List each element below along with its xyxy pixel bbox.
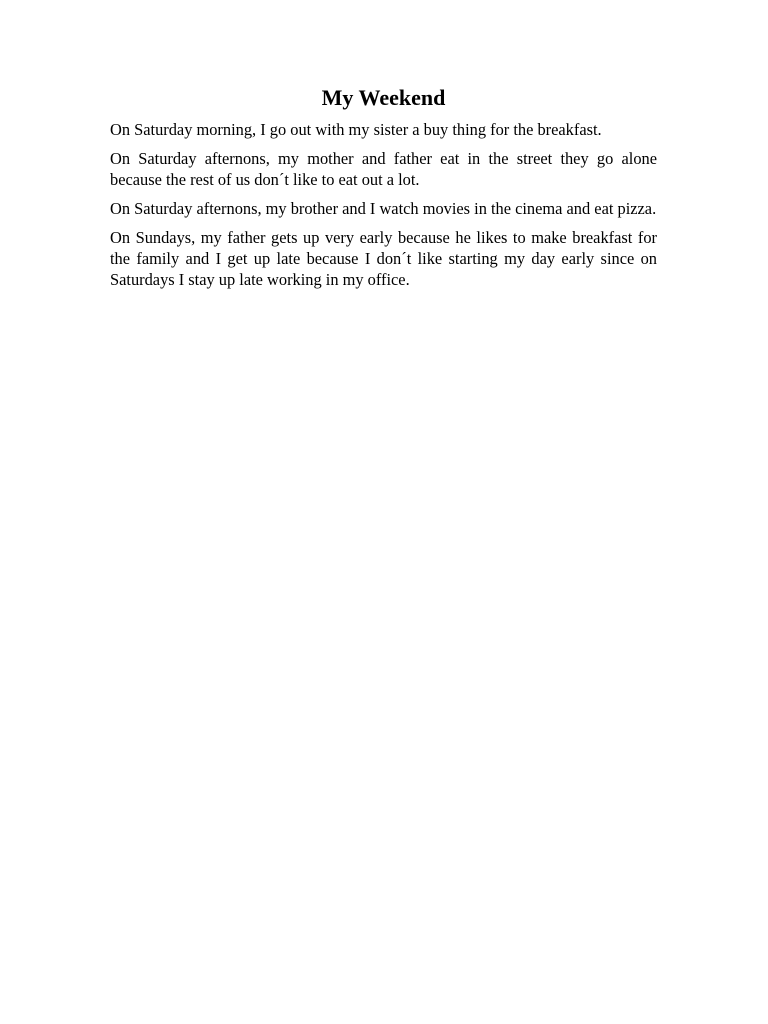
paragraph-saturday-afternoon-parents: On Saturday afternons, my mother and father eat in the street they go alone because the rest of us don´t like to eat out a lot. xyxy=(110,149,657,189)
paragraph-sundays: On Sundays, my father gets up very early because he likes to make breakfast for the family and I get up late because I don´t like starting my day early since on Saturdays I stay up late working in my office. xyxy=(110,228,657,289)
document-title: My Weekend xyxy=(321,85,446,110)
document-body xyxy=(110,84,657,290)
paragraph-saturday-morning: On Saturday morning, I go out with my sister a buy thing for the breakfast. xyxy=(110,120,602,139)
paragraph-saturday-afternoon-brother: On Saturday afternons, my brother and I watch movies in the cinema and eat pizza. xyxy=(110,199,657,218)
